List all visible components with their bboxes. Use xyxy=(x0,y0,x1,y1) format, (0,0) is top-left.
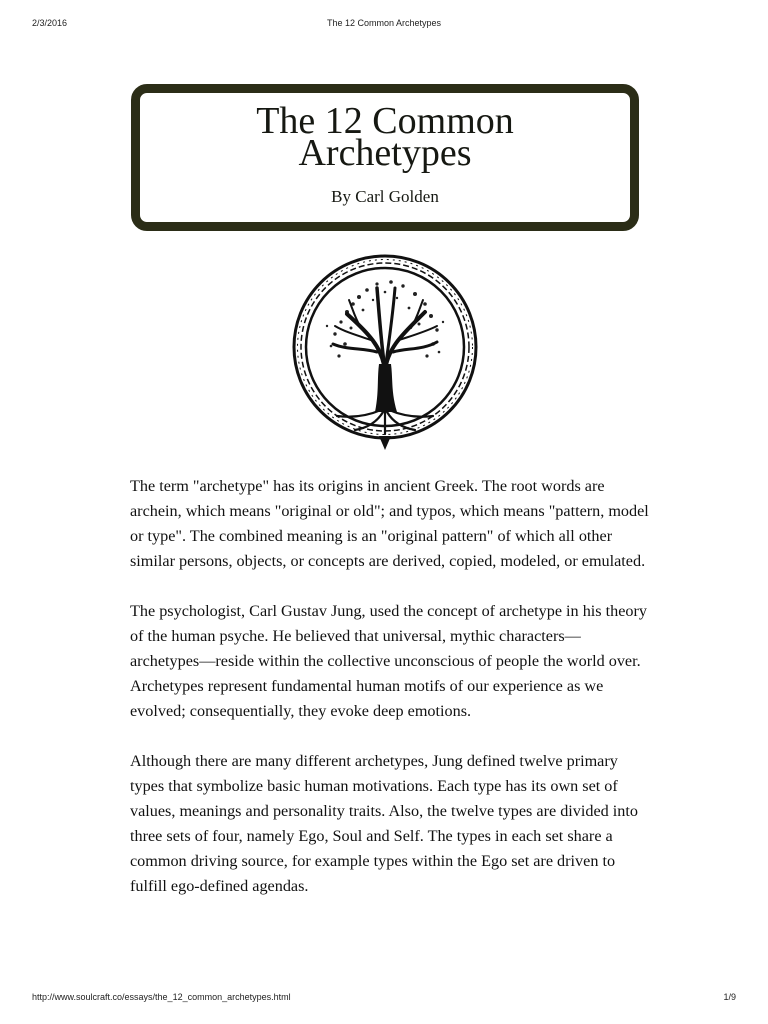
title-box xyxy=(131,84,639,231)
print-page-title: The 12 Common Archetypes xyxy=(326,18,442,28)
print-header xyxy=(32,18,736,32)
source-url: http://www.soulcraft.co/essays/the_12_common_archetypes.html xyxy=(32,992,291,1002)
paragraph: The psychologist, Carl Gustav Jung, used the concept of archetype in his theory of the human psyche. He believed that universal, mythic characters—archetypes—reside within the collective unconscious of people the world over. Archetypes represent fundamental human motifs of our experience as we evolved; consequentially, they evoke deep emotions. xyxy=(130,602,647,720)
tree-of-life-icon xyxy=(287,252,483,454)
author-byline: By Carl Golden xyxy=(331,187,439,206)
paragraph: Although there are many different archetypes, Jung defined twelve primary types that symbolize basic human motivations. Each type has its own set of values, meanings and personality traits. Also, the twelve types are divided into three sets of four, namely Ego, Soul and Self. The types in each set share a common driving source, for example types within the Ego set are driven to fulfill ego-defined agendas. xyxy=(130,752,638,895)
print-date: 2/3/2016 xyxy=(32,18,68,28)
body-text xyxy=(130,474,650,924)
print-footer xyxy=(32,992,736,1006)
paragraph: The term "archetype" has its origins in ancient Greek. The root words are archein, which means "original or old"; and typos, which means "pattern, model or type". The combined meaning is an "original pattern" of which all other similar persons, objects, or concepts are derived, copied, modeled, or emulated. xyxy=(130,477,649,570)
page-counter: 1/9 xyxy=(723,992,736,1002)
document-title-line1: The 12 Common xyxy=(256,100,514,142)
document-title-line2: Archetypes xyxy=(298,132,472,174)
document-title xyxy=(140,100,630,174)
